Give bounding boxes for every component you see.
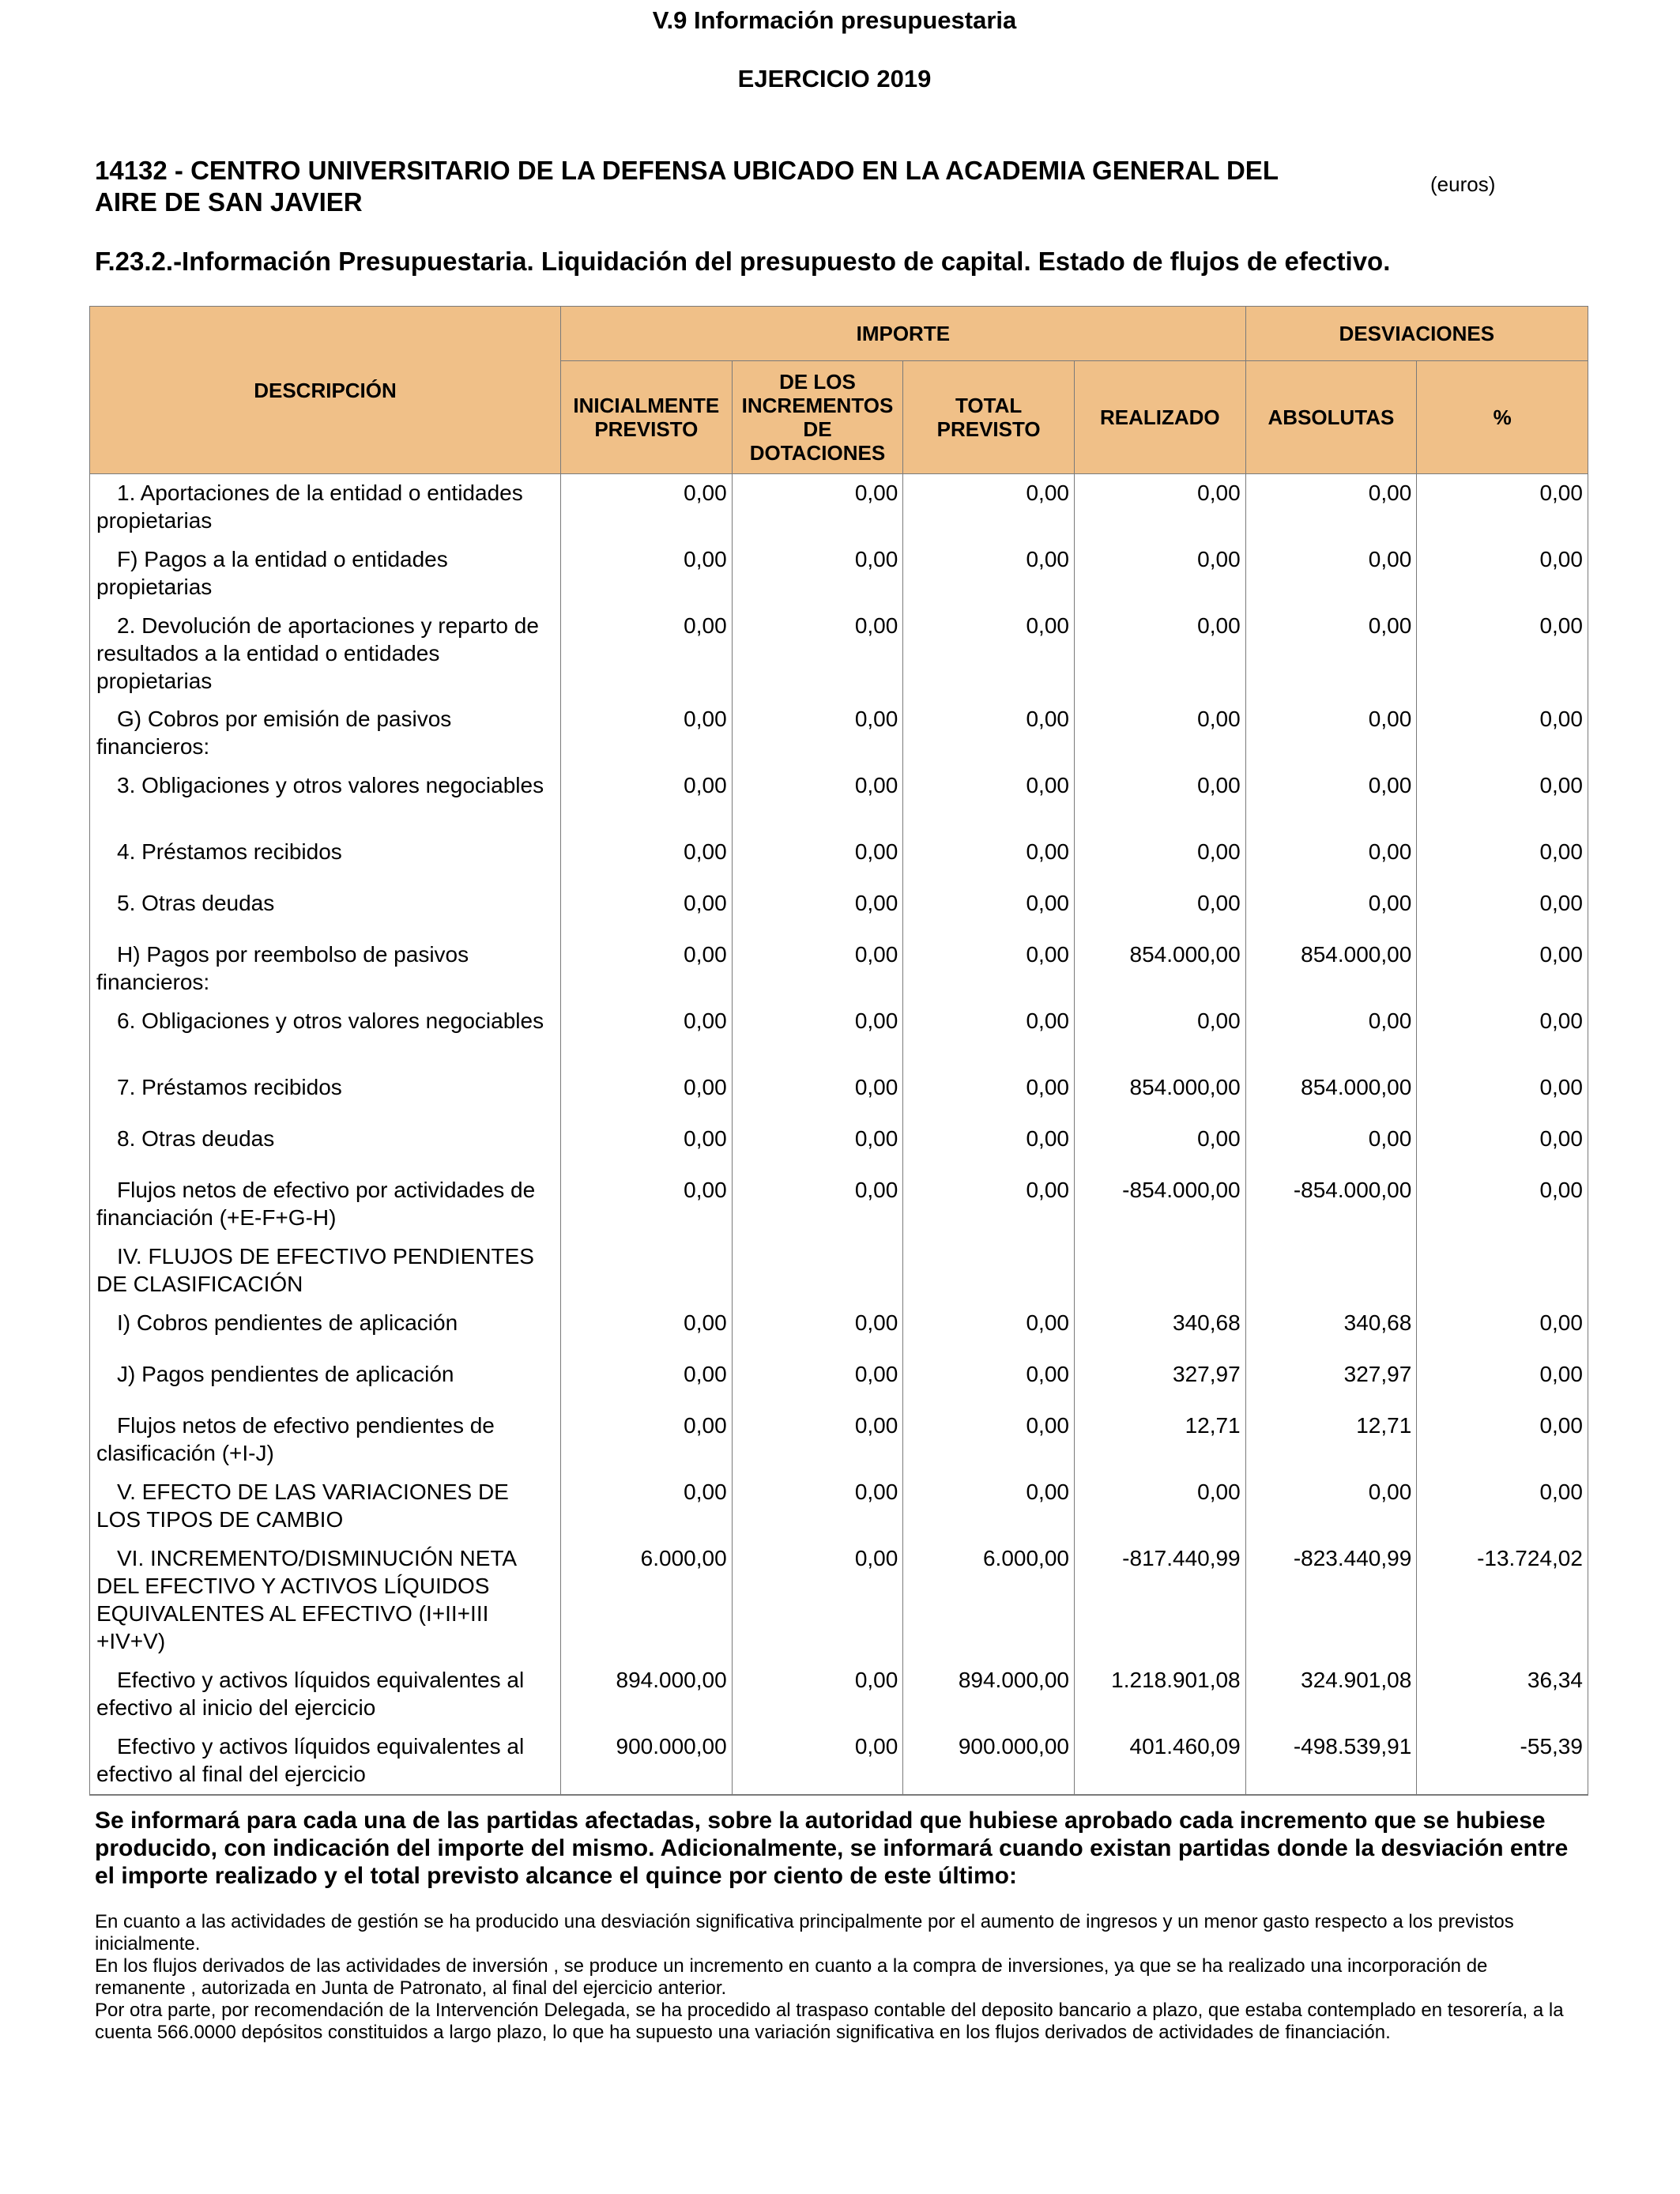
row-value: 0,00 — [1245, 767, 1417, 833]
row-value: 900.000,00 — [561, 1728, 733, 1795]
row-value: 0,00 — [1245, 1002, 1417, 1069]
row-value: 0,00 — [732, 833, 903, 884]
col-header-realizado: REALIZADO — [1074, 361, 1245, 474]
table-row — [90, 1120, 1588, 1171]
row-value: 0,00 — [1417, 541, 1588, 607]
table-body — [90, 474, 1588, 1796]
row-value: 36,34 — [1417, 1661, 1588, 1728]
row-value — [903, 1238, 1075, 1304]
col-header-total-previsto: TOTAL PREVISTO — [903, 361, 1075, 474]
col-header-absolutas: ABSOLUTAS — [1245, 361, 1417, 474]
row-value: 0,00 — [1245, 884, 1417, 936]
row-value: 0,00 — [732, 700, 903, 767]
row-value: 0,00 — [561, 1002, 733, 1069]
row-value: 0,00 — [1074, 1120, 1245, 1171]
row-value: 894.000,00 — [903, 1661, 1075, 1728]
row-value: 0,00 — [561, 474, 733, 541]
row-value: 0,00 — [1074, 1002, 1245, 1069]
row-value: 0,00 — [903, 1120, 1075, 1171]
row-description: 5. Otras deudas — [90, 884, 561, 936]
row-value: 12,71 — [1245, 1407, 1417, 1473]
row-value: 324.901,08 — [1245, 1661, 1417, 1728]
row-value: -854.000,00 — [1245, 1171, 1417, 1238]
row-value: 0,00 — [903, 1069, 1075, 1120]
row-description: Flujos netos de efectivo pendientes de clasificación (+I-J) — [90, 1407, 561, 1473]
table-row — [90, 1304, 1588, 1355]
row-value: 0,00 — [732, 474, 903, 541]
table-row — [90, 1171, 1588, 1238]
row-value: 0,00 — [732, 884, 903, 936]
row-description: 7. Préstamos recibidos — [90, 1069, 561, 1120]
table-row — [90, 700, 1588, 767]
row-description: V. EFECTO DE LAS VARIACIONES DE LOS TIPOS DE CAMBIO — [90, 1473, 561, 1540]
row-description: J) Pagos pendientes de aplicación — [90, 1355, 561, 1407]
table-row — [90, 1473, 1588, 1540]
entity-name: 14132 - CENTRO UNIVERSITARIO DE LA DEFENSA UBICADO EN LA ACADEMIA GENERAL DEL AIRE DE SAN JAVIER — [95, 156, 1279, 217]
table-row — [90, 1407, 1588, 1473]
row-value: 0,00 — [1074, 833, 1245, 884]
row-value: 0,00 — [903, 1304, 1075, 1355]
row-value: 0,00 — [732, 1540, 903, 1661]
row-value: 0,00 — [1245, 607, 1417, 700]
row-value: 0,00 — [561, 1120, 733, 1171]
row-value: 0,00 — [903, 474, 1075, 541]
col-header-inicialmente-previsto: INICIALMENTE PREVISTO — [561, 361, 733, 474]
row-value: 0,00 — [1074, 607, 1245, 700]
table-row — [90, 474, 1588, 541]
row-value: 0,00 — [1245, 1120, 1417, 1171]
row-description: G) Cobros por emisión de pasivos financieros: — [90, 700, 561, 767]
row-value: 0,00 — [1417, 1304, 1588, 1355]
row-value: 0,00 — [1074, 541, 1245, 607]
row-value: 0,00 — [1417, 1120, 1588, 1171]
row-value — [1245, 1238, 1417, 1304]
row-description: VI. INCREMENTO/DISMINUCIÓN NETA DEL EFECTIVO Y ACTIVOS LÍQUIDOS EQUIVALENTES AL EFECTIVO (I+II+III +IV+V) — [90, 1540, 561, 1661]
row-value: 0,00 — [903, 700, 1075, 767]
note-paragraph: En cuanto a las actividades de gestión se ha producido una desviación significativa principalmente por el aumento de ingresos y un menor gasto respecto a los previstos inicialmente. — [95, 1911, 1514, 1955]
col-header-incrementos: DE LOS INCREMENTOS DE DOTACIONES — [732, 361, 903, 474]
row-value: 0,00 — [561, 1304, 733, 1355]
row-value: 0,00 — [732, 1728, 903, 1795]
row-value: -817.440,99 — [1074, 1540, 1245, 1661]
row-value: 0,00 — [561, 541, 733, 607]
cash-flow-table — [89, 306, 1588, 1796]
row-value: 0,00 — [1417, 936, 1588, 1002]
row-value: 0,00 — [1417, 1002, 1588, 1069]
row-value: 0,00 — [1245, 833, 1417, 884]
group-header-desviaciones: DESVIACIONES — [1245, 307, 1588, 361]
row-value: 0,00 — [903, 1407, 1075, 1473]
row-value: 900.000,00 — [903, 1728, 1075, 1795]
row-value: -823.440,99 — [1245, 1540, 1417, 1661]
col-header-porcentaje: % — [1417, 361, 1588, 474]
row-value: 854.000,00 — [1074, 936, 1245, 1002]
row-value: 0,00 — [1074, 700, 1245, 767]
table-row — [90, 1002, 1588, 1069]
table-row — [90, 1728, 1588, 1795]
table-header — [90, 307, 1588, 474]
note-paragraph: En los flujos derivados de las actividades de inversión , se produce un incremento en cuanto a la compra de inversiones, ya que se ha realizado una incorporación de remanente , autorizada en Junta de Patronato, al final del ejercicio anterior. — [95, 1955, 1488, 1999]
row-value: 0,00 — [903, 833, 1075, 884]
row-value: 0,00 — [1074, 474, 1245, 541]
explanatory-notes — [95, 1911, 1580, 2044]
row-value: 0,00 — [1245, 474, 1417, 541]
table-row — [90, 936, 1588, 1002]
row-value: 0,00 — [561, 1171, 733, 1238]
row-value: 1.218.901,08 — [1074, 1661, 1245, 1728]
table-row — [90, 1069, 1588, 1120]
row-value: 854.000,00 — [1245, 936, 1417, 1002]
row-value: 0,00 — [561, 1355, 733, 1407]
row-value: 0,00 — [561, 607, 733, 700]
row-value: 0,00 — [732, 1171, 903, 1238]
row-description: Flujos netos de efectivo por actividades de financiación (+E-F+G-H) — [90, 1171, 561, 1238]
row-value: 0,00 — [1245, 1473, 1417, 1540]
report-subtitle: F.23.2.-Información Presupuestaria. Liquidación del presupuesto de capital. Estado de flujos de efectivo. — [95, 247, 1391, 276]
row-value: 0,00 — [732, 541, 903, 607]
row-description: Efectivo y activos líquidos equivalentes al efectivo al inicio del ejercicio — [90, 1661, 561, 1728]
row-value: 0,00 — [732, 1120, 903, 1171]
row-value: 0,00 — [1417, 833, 1588, 884]
table-row — [90, 1540, 1588, 1661]
row-value: 0,00 — [903, 1002, 1075, 1069]
row-value: 0,00 — [732, 767, 903, 833]
row-value: 0,00 — [561, 833, 733, 884]
row-value — [561, 1238, 733, 1304]
row-value: 0,00 — [903, 1355, 1075, 1407]
row-description: F) Pagos a la entidad o entidades propietarias — [90, 541, 561, 607]
row-description: 4. Préstamos recibidos — [90, 833, 561, 884]
row-value: -854.000,00 — [1074, 1171, 1245, 1238]
table-row — [90, 607, 1588, 700]
row-value: 0,00 — [903, 884, 1075, 936]
row-value: 327,97 — [1245, 1355, 1417, 1407]
table-row — [90, 1661, 1588, 1728]
row-value: 0,00 — [732, 1304, 903, 1355]
row-value: 0,00 — [903, 607, 1075, 700]
row-value: 0,00 — [1417, 1473, 1588, 1540]
row-value: 0,00 — [1417, 767, 1588, 833]
row-value: 0,00 — [1417, 700, 1588, 767]
row-value: 0,00 — [1074, 767, 1245, 833]
row-value: 0,00 — [732, 936, 903, 1002]
row-value: 894.000,00 — [561, 1661, 733, 1728]
row-value: 327,97 — [1074, 1355, 1245, 1407]
row-value: 0,00 — [1245, 541, 1417, 607]
row-value: 0,00 — [561, 1069, 733, 1120]
row-value: 401.460,09 — [1074, 1728, 1245, 1795]
row-value: 0,00 — [1417, 1355, 1588, 1407]
row-description: H) Pagos por reembolso de pasivos financieros: — [90, 936, 561, 1002]
row-value: 0,00 — [561, 1473, 733, 1540]
table-row — [90, 767, 1588, 833]
row-description: Efectivo y activos líquidos equivalentes al efectivo al final del ejercicio — [90, 1728, 561, 1795]
row-description: 3. Obligaciones y otros valores negociables — [90, 767, 561, 833]
row-value: 0,00 — [732, 1355, 903, 1407]
row-value — [1074, 1238, 1245, 1304]
row-value: 0,00 — [903, 767, 1075, 833]
row-value: -55,39 — [1417, 1728, 1588, 1795]
row-description: 8. Otras deudas — [90, 1120, 561, 1171]
table-row — [90, 884, 1588, 936]
row-value: 0,00 — [561, 936, 733, 1002]
row-value: 0,00 — [732, 1002, 903, 1069]
row-value: 0,00 — [1074, 884, 1245, 936]
row-value: 0,00 — [1417, 1171, 1588, 1238]
row-description: 6. Obligaciones y otros valores negociables — [90, 1002, 561, 1069]
table-row — [90, 833, 1588, 884]
row-description: IV. FLUJOS DE EFECTIVO PENDIENTES DE CLASIFICACIÓN — [90, 1238, 561, 1304]
row-value — [732, 1238, 903, 1304]
row-value: 12,71 — [1074, 1407, 1245, 1473]
row-value: 0,00 — [561, 767, 733, 833]
instruction-note: Se informará para cada una de las partidas afectadas, sobre la autoridad que hubiese aprobado cada incremento que se hubiese producido, con indicación del importe del mismo. Adicionalmente, se informará cuando existan partidas donde la desviación entre el importe realizado y el total previsto alcance el quince por ciento de este último: — [95, 1808, 1569, 1889]
row-description: I) Cobros pendientes de aplicación — [90, 1304, 561, 1355]
row-value: 0,00 — [732, 1407, 903, 1473]
row-value: 0,00 — [1417, 607, 1588, 700]
row-value: 6.000,00 — [561, 1540, 733, 1661]
row-value: 0,00 — [561, 700, 733, 767]
row-value: 854.000,00 — [1074, 1069, 1245, 1120]
row-value: 0,00 — [1417, 1069, 1588, 1120]
row-value: -13.724,02 — [1417, 1540, 1588, 1661]
row-description: 1. Aportaciones de la entidad o entidades propietarias — [90, 474, 561, 541]
row-value: 6.000,00 — [903, 1540, 1075, 1661]
section-title: V.9 Información presupuestaria — [652, 6, 1017, 34]
row-value: -498.539,91 — [1245, 1728, 1417, 1795]
row-value: 0,00 — [903, 1473, 1075, 1540]
row-value: 0,00 — [1245, 700, 1417, 767]
table-row — [90, 541, 1588, 607]
row-value: 0,00 — [903, 936, 1075, 1002]
table-row — [90, 1238, 1588, 1304]
row-value: 340,68 — [1245, 1304, 1417, 1355]
row-value: 0,00 — [1074, 1473, 1245, 1540]
row-description: 2. Devolución de aportaciones y reparto de resultados a la entidad o entidades propietarias — [90, 607, 561, 700]
currency-label: (euros) — [1430, 172, 1496, 196]
row-value: 0,00 — [903, 541, 1075, 607]
row-value: 0,00 — [903, 1171, 1075, 1238]
row-value: 0,00 — [561, 884, 733, 936]
row-value: 0,00 — [561, 1407, 733, 1473]
col-header-descripcion: DESCRIPCIÓN — [90, 307, 561, 474]
row-value — [1417, 1238, 1588, 1304]
group-header-importe: IMPORTE — [561, 307, 1246, 361]
row-value: 0,00 — [732, 1661, 903, 1728]
note-paragraph: Por otra parte, por recomendación de la Intervención Delegada, se ha procedido al traspaso contable del deposito bancario a plazo, que estaba contemplado en tesorería, a la cuenta 566.0000 depósitos constituidos a largo plazo, lo que ha supuesto una variación significativa en los flujos derivados de actividades de financiación. — [95, 2000, 1564, 2043]
row-value: 0,00 — [1417, 1407, 1588, 1473]
row-value: 0,00 — [1417, 884, 1588, 936]
exercise-title: EJERCICIO 2019 — [737, 65, 932, 92]
row-value: 340,68 — [1074, 1304, 1245, 1355]
table-row — [90, 1355, 1588, 1407]
row-value: 0,00 — [732, 1069, 903, 1120]
row-value: 854.000,00 — [1245, 1069, 1417, 1120]
row-value: 0,00 — [732, 1473, 903, 1540]
row-value: 0,00 — [1417, 474, 1588, 541]
row-value: 0,00 — [732, 607, 903, 700]
